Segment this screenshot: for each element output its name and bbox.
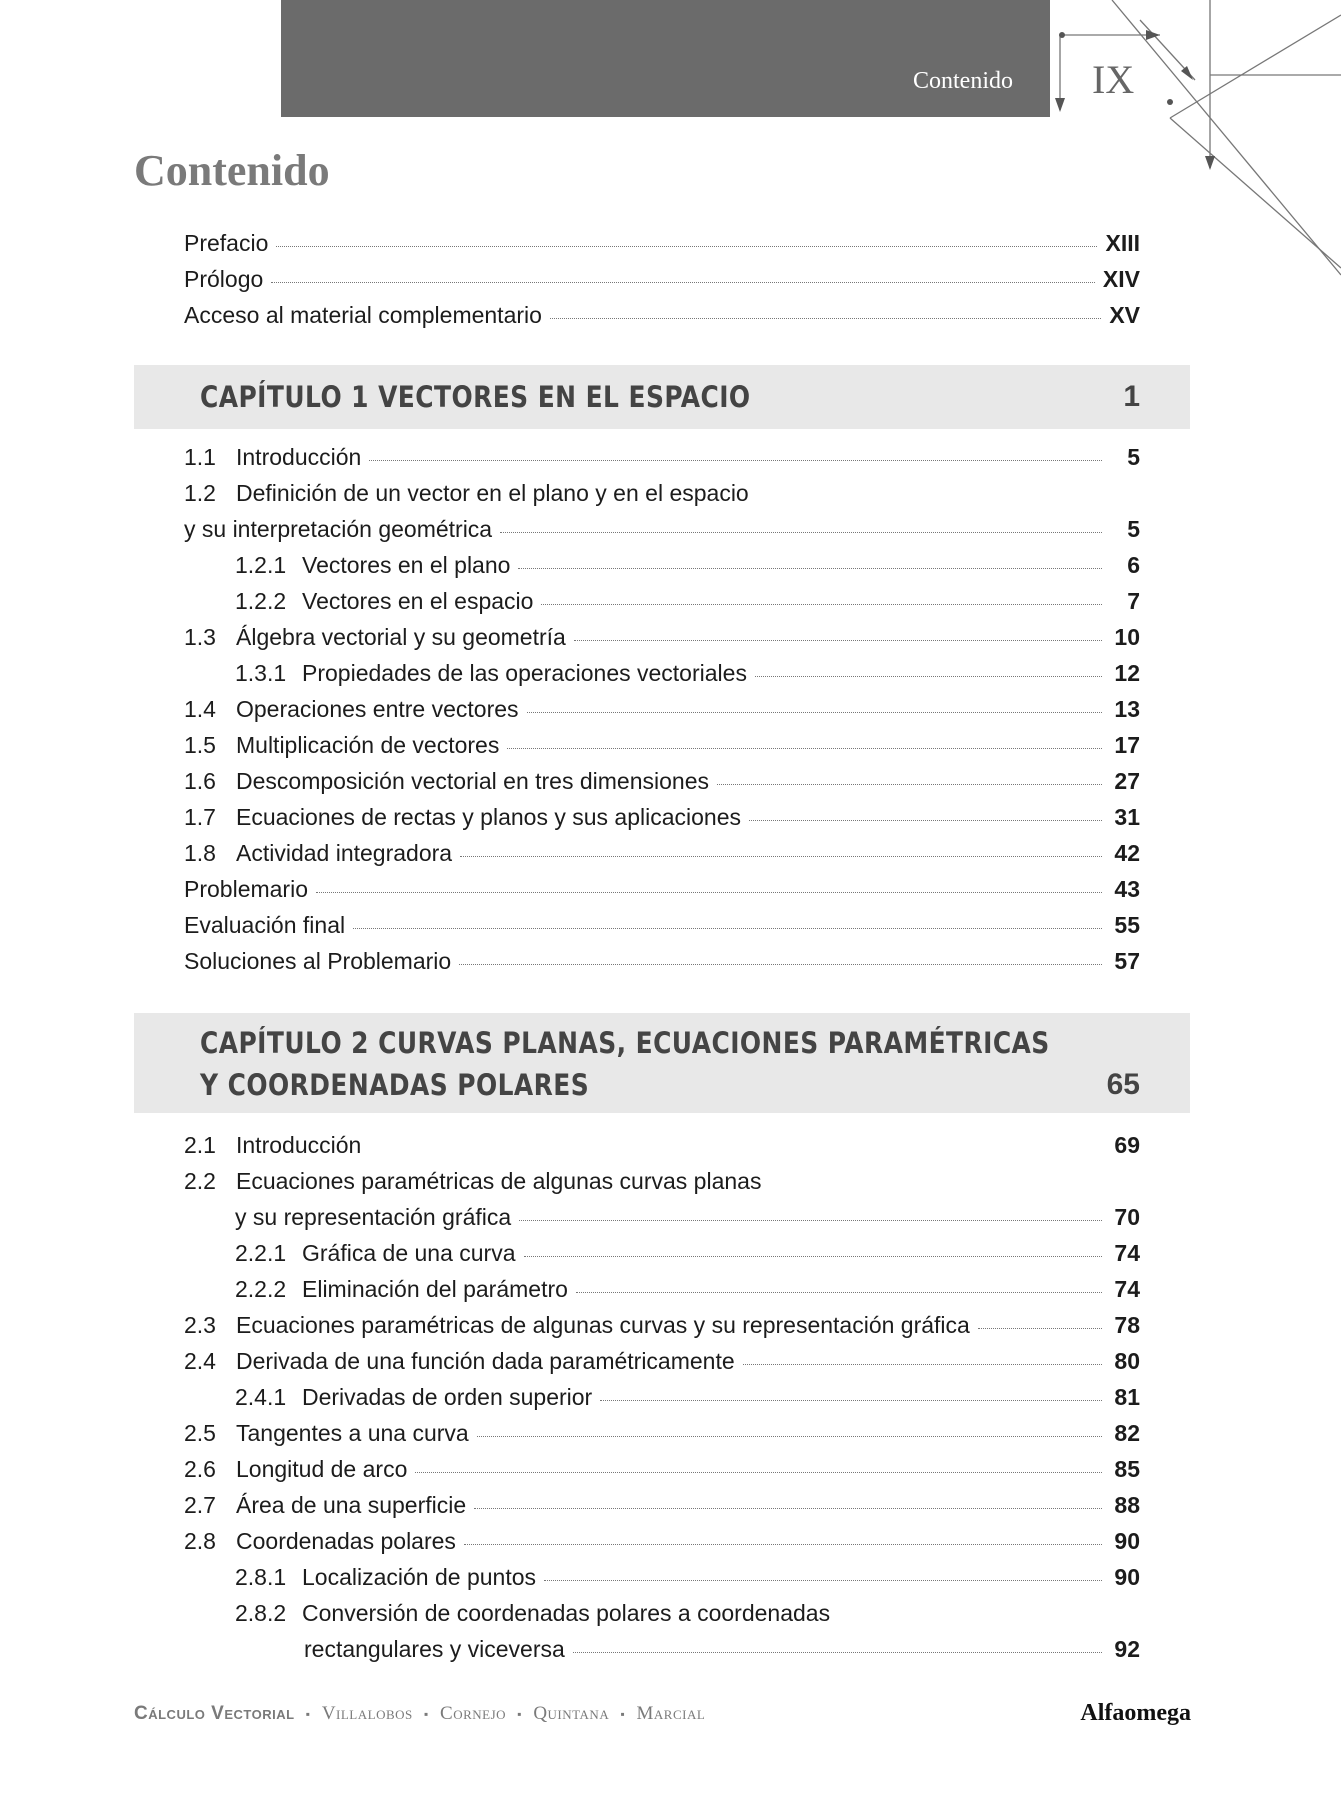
footer-book-credits [134,1703,705,1725]
toc-subentry[interactable] [235,1564,1140,1598]
toc-entry-number: 1.1 [184,444,216,470]
footer-publisher: Alfaomega [1080,1700,1191,1726]
toc-entry-page: 42 [1114,840,1140,866]
toc-subentry[interactable] [235,1240,1140,1274]
toc-entry-page: 12 [1114,660,1140,686]
toc-entry[interactable] [184,1168,1140,1202]
chapter-2-heading[interactable] [134,1013,1190,1113]
toc-entry-page: 17 [1114,732,1140,758]
toc-entry-label: Prefacio [184,230,269,256]
footer-separator: ▪ [305,1707,311,1722]
toc-entry-number: 1.2.1 [235,552,287,578]
toc-entry[interactable] [184,1132,1140,1166]
toc-entry[interactable] [184,1348,1140,1382]
toc-entry-label: Introducción [236,444,362,470]
toc-entry-label: Acceso al material complementario [184,302,542,328]
toc-entry-label: Ecuaciones paramétricas de algunas curvas y su representación gráfica [236,1312,970,1338]
toc-entry-label: y su interpretación geométrica [184,516,493,542]
footer-author: Marcial [636,1703,706,1724]
toc-entry[interactable] [184,768,1140,802]
dot-leader [519,1220,1102,1221]
toc-entry-page: 82 [1114,1420,1140,1446]
dot-leader [755,676,1102,677]
toc-entry[interactable] [184,948,1140,982]
toc-entry-number: 1.3 [184,624,216,650]
toc-entry-number: 2.6 [184,1456,216,1482]
toc-entry[interactable] [184,840,1140,874]
toc-entry-page: 69 [1114,1132,1140,1158]
chapter-1-page: 1 [1123,380,1140,413]
toc-entry-page: 10 [1114,624,1140,650]
toc-entry-label: Longitud de arco [236,1456,408,1482]
toc-entry[interactable] [184,1456,1140,1490]
chapter-2-title-line1: CAPÍTULO 2 CURVAS PLANAS, ECUACIONES PARAMÉTRICAS [200,1026,1050,1060]
dot-leader [978,1328,1102,1329]
toc-entry[interactable] [184,696,1140,730]
toc-entry[interactable] [184,1312,1140,1346]
toc-entry-label: Multiplicación de vectores [236,732,500,758]
toc-entry-label: Eliminación del parámetro [302,1276,568,1302]
dot-leader [459,964,1102,965]
toc-entry-number: 2.4.1 [235,1384,287,1410]
toc-entry[interactable] [184,624,1140,658]
header-section-label: Contenido [913,68,1013,94]
toc-entry-label: Ecuaciones paramétricas de algunas curvas planas [236,1168,762,1194]
toc-subentry[interactable] [235,552,1140,586]
dot-leader [544,1580,1102,1581]
toc-entry-page: 80 [1114,1348,1140,1374]
toc-entry-label: Ecuaciones de rectas y planos y sus aplicaciones [236,804,742,830]
toc-entry-label: Introducción [236,1132,362,1158]
dot-leader [369,460,1102,461]
toc-entry[interactable] [235,1204,1140,1238]
dot-leader [573,1652,1102,1653]
dot-leader [276,246,1097,247]
toc-entry-label: Gráfica de una curva [302,1240,516,1266]
toc-entry[interactable] [184,444,1140,478]
dot-leader [316,892,1102,893]
toc-subentry[interactable] [235,660,1140,694]
toc-entry-page: 78 [1114,1312,1140,1338]
header-band [281,0,1050,117]
toc-entry-number: 2.2 [184,1168,216,1194]
toc-subentry[interactable] [235,1384,1140,1418]
toc-entry-page: 13 [1114,696,1140,722]
dot-leader [749,820,1102,821]
toc-entry[interactable] [184,302,1140,336]
chapter-1-title: CAPÍTULO 1 VECTORES EN EL ESPACIO [200,380,751,414]
toc-entry-label: Evaluación final [184,912,346,938]
toc-entry-page: 27 [1114,768,1140,794]
toc-entry-page: 7 [1127,588,1140,614]
dot-leader [460,856,1102,857]
dot-leader [541,604,1102,605]
toc-entry-number: 1.4 [184,696,216,722]
footer-author: Villalobos [321,1703,413,1724]
toc-entry-page: 74 [1114,1276,1140,1302]
toc-entry-number: 1.2 [184,480,216,506]
page-title: Contenido [134,146,330,195]
dot-leader [415,1472,1102,1473]
toc-entry-page: 70 [1114,1204,1140,1230]
toc-entry-label: Descomposición vectorial en tres dimensiones [236,768,709,794]
toc-entry-label: Álgebra vectorial y su geometría [236,624,566,650]
dot-leader [271,282,1095,283]
toc-entry[interactable] [184,516,1140,550]
toc-entry-label: Conversión de coordenadas polares a coordenadas [302,1600,831,1626]
toc-entry[interactable] [184,1420,1140,1454]
dot-leader [600,1400,1102,1401]
toc-entry-label: Soluciones al Problemario [184,948,452,974]
toc-entry-page: XIII [1105,230,1140,256]
toc-subentry[interactable] [235,1600,1140,1634]
toc-entry-page: XIV [1102,266,1140,292]
toc-entry-page: 90 [1114,1564,1140,1590]
footer-separator: ▪ [517,1707,523,1722]
toc-entry[interactable] [184,1492,1140,1526]
chapter-2-title-line2: Y COORDENADAS POLARES [200,1068,590,1102]
toc-entry-label: Localización de puntos [302,1564,536,1590]
toc-entry-number: 2.8.2 [235,1600,287,1626]
dot-leader [743,1364,1102,1365]
dot-leader [500,532,1102,533]
toc-entry-page: 92 [1114,1636,1140,1662]
toc-entry-page: 81 [1114,1384,1140,1410]
dot-leader [576,1292,1102,1293]
toc-entry-page: 5 [1127,516,1140,542]
dot-leader [524,1256,1102,1257]
toc-entry-label: Área de una superficie [236,1492,467,1518]
toc-entry-page: 55 [1114,912,1140,938]
dot-leader [717,784,1102,785]
dot-leader [353,928,1102,929]
toc-entry-number: 2.2.2 [235,1276,287,1302]
toc-entry-number: 2.8 [184,1528,216,1554]
dot-leader [474,1508,1102,1509]
toc-entry-number: 1.5 [184,732,216,758]
footer-author: Quintana [533,1703,610,1724]
header-page-number: IX [1092,57,1135,102]
toc-entry-label: Definición de un vector en el plano y en el espacio [236,480,749,506]
toc-entry[interactable] [184,804,1140,838]
toc-subentry[interactable] [304,1636,1140,1670]
toc-entry-label: y su representación gráfica [235,1204,512,1230]
toc-entry[interactable] [184,266,1140,300]
toc-entry-label: Coordenadas polares [236,1528,456,1554]
toc-entry-number: 2.1 [184,1132,216,1158]
toc-entry-page: 90 [1114,1528,1140,1554]
toc-entry-number: 2.4 [184,1348,216,1374]
toc-entry-label: Tangentes a una curva [236,1420,469,1446]
toc-entry-page: 74 [1114,1240,1140,1266]
toc-entry-label: Vectores en el espacio [302,588,534,614]
toc-entry-number: 1.8 [184,840,216,866]
dot-leader [518,568,1102,569]
footer-book-title: Cálculo Vectorial [134,1703,295,1724]
toc-entry-label: Problemario [184,876,308,902]
toc-entry-label: Vectores en el plano [302,552,511,578]
toc-entry-label: Derivadas de orden superior [302,1384,593,1410]
toc-entry-number: 1.3.1 [235,660,287,686]
toc-entry-label: Actividad integradora [236,840,453,866]
dot-leader [550,318,1101,319]
toc-entry-label: Propiedades de las operaciones vectoriales [302,660,747,686]
toc-entry-number: 2.5 [184,1420,216,1446]
dot-leader [527,712,1102,713]
dot-leader [507,748,1102,749]
toc-entry[interactable] [184,480,1140,514]
toc-entry[interactable] [184,912,1140,946]
toc-entry-page: 6 [1127,552,1140,578]
toc-entry-number: 1.2.2 [235,588,287,614]
footer-separator: ▪ [424,1707,429,1722]
toc-entry[interactable] [184,876,1140,910]
chapter-2-page: 65 [1106,1068,1140,1101]
toc-subentry[interactable] [235,1276,1140,1310]
toc-entry[interactable] [184,732,1140,766]
dot-leader [574,640,1102,641]
toc-entry-page: 85 [1114,1456,1140,1482]
toc-subentry[interactable] [235,588,1140,622]
toc-entry-page: 57 [1114,948,1140,974]
toc-entry-number: 2.7 [184,1492,216,1518]
toc-entry-label: Prólogo [184,266,264,292]
toc-entry-label: Derivada de una función dada paramétricamente [236,1348,735,1374]
dot-leader [477,1436,1102,1437]
toc-entry-number: 1.6 [184,768,216,794]
toc-entry-page: 31 [1114,804,1140,830]
toc-entry[interactable] [184,230,1140,264]
toc-entry[interactable] [184,1528,1140,1562]
toc-entry-page: 43 [1114,876,1140,902]
chapter-1-heading[interactable] [134,365,1190,429]
toc-entry-number: 2.3 [184,1312,216,1338]
toc-entry-label: rectangulares y viceversa [304,1636,565,1662]
toc-entry-page: 5 [1127,444,1140,470]
footer-author: Cornejo [440,1703,507,1724]
toc-entry-page: 88 [1114,1492,1140,1518]
toc-entry-page: XV [1109,302,1140,328]
toc-entry-number: 1.7 [184,804,216,830]
footer-separator: ▪ [620,1707,626,1722]
toc-entry-number: 2.2.1 [235,1240,287,1266]
dot-leader [464,1544,1102,1545]
toc-entry-number: 2.8.1 [235,1564,287,1590]
toc-entry-label: Operaciones entre vectores [236,696,519,722]
